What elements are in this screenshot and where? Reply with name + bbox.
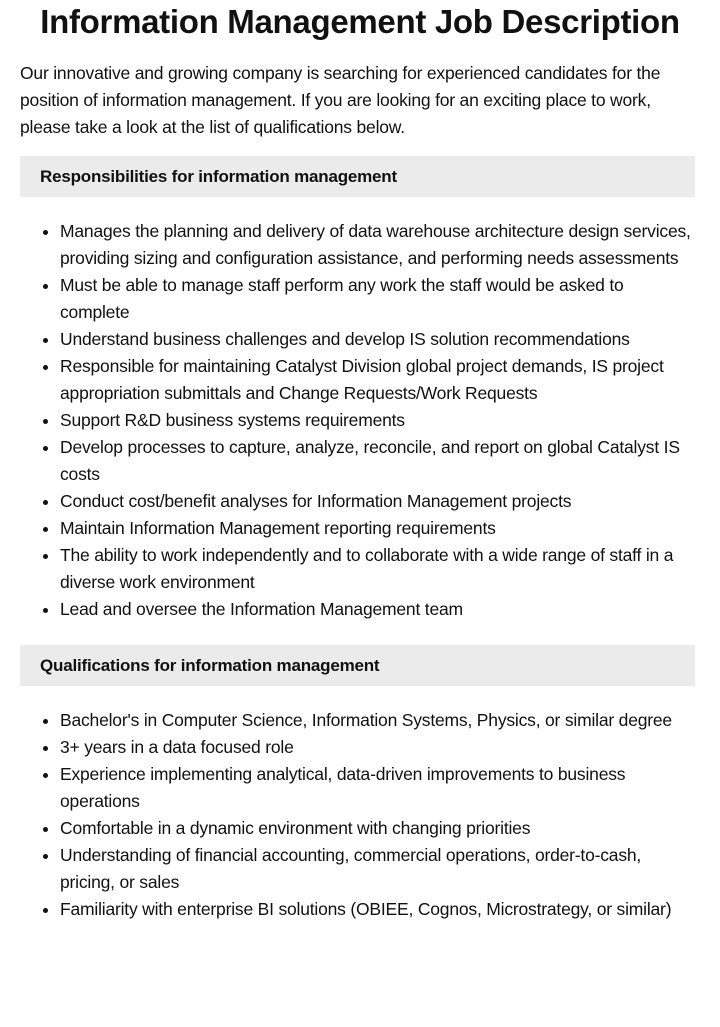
list-item: • Lead and oversee the Information Management team: [60, 596, 700, 623]
list-item: • Maintain Information Management reporting requirements: [60, 515, 700, 542]
list-item: • Responsible for maintaining Catalyst Division global project demands, IS project appropriation submittals and Change Requests/Work Requests: [60, 353, 700, 407]
intro-paragraph: Our innovative and growing company is searching for experienced candidates for the position of information management. If you are looking for an exciting place to work, please take a look at the list of qualifications below.: [20, 63, 661, 137]
list-item: • 3+ years in a data focused role: [60, 734, 700, 761]
list-item: • Comfortable in a dynamic environment with changing priorities: [60, 815, 700, 842]
list-item: • Support R&D business systems requirements: [60, 407, 700, 434]
list-item: • The ability to work independently and to collaborate with a wide range of staff in a diverse work environment: [60, 542, 700, 596]
list-item: • Bachelor's in Computer Science, Information Systems, Physics, or similar degree: [60, 707, 700, 734]
responsibilities-list: [20, 218, 700, 623]
list-item: • Understanding of financial accounting, commercial operations, order-to-cash, pricing, or sales: [60, 842, 700, 896]
list-item: • Conduct cost/benefit analyses for Information Management projects: [60, 488, 700, 515]
responsibilities-heading: Responsibilities for information management: [20, 156, 695, 197]
list-item: • Must be able to manage staff perform any work the staff would be asked to complete: [60, 272, 700, 326]
list-item: • Develop processes to capture, analyze, reconcile, and report on global Catalyst IS costs: [60, 434, 700, 488]
list-item: • Experience implementing analytical, data-driven improvements to business operations: [60, 761, 700, 815]
list-item: • Manages the planning and delivery of data warehouse architecture design services, providing sizing and configuration assistance, and performing needs assessments: [60, 218, 700, 272]
qualifications-heading: Qualifications for information management: [20, 645, 695, 686]
page-title: Information Management Job Description: [40, 3, 680, 40]
list-item: • Understand business challenges and develop IS solution recommendations: [60, 326, 700, 353]
qualifications-list: [20, 707, 700, 923]
list-item: • Familiarity with enterprise BI solutions (OBIEE, Cognos, Microstrategy, or similar): [60, 896, 700, 923]
